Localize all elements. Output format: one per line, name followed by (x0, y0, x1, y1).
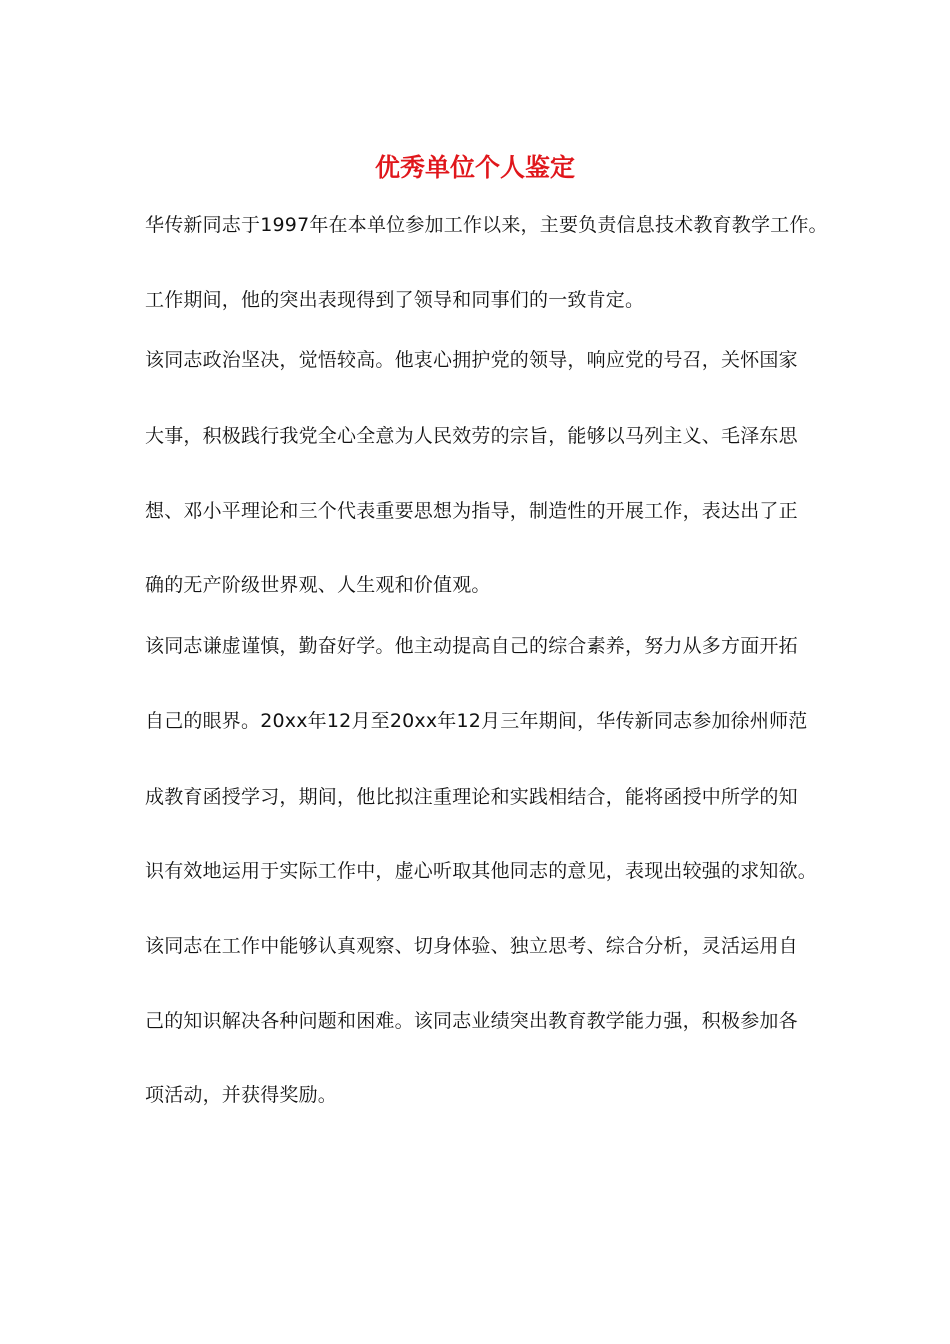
paragraph-line: 该同志在工作中能够认真观察、切身体验、独立思考、综合分析，灵活运用自 (145, 935, 798, 957)
paragraph-line: 想、邓小平理论和三个代表重要思想为指导，制造性的开展工作，表达出了正 (145, 500, 798, 522)
paragraph-line: 该同志谦虚谨慎，勤奋好学。他主动提高自己的综合素养，努力从多方面开拓 (145, 635, 798, 657)
paragraph-line: 该同志政治坚决，觉悟较高。他衷心拥护党的领导，响应党的号召，关怀国家 (145, 349, 798, 371)
paragraph-line: 识有效地运用于实际工作中，虚心听取其他同志的意见，表现出较强的求知欲。 (145, 860, 818, 882)
paragraph-line: 大事，积极践行我党全心全意为人民效劳的宗旨，能够以马列主义、毛泽东思 (145, 425, 798, 447)
paragraph-line: 自己的眼界。20xx年12月至20xx年12月三年期间，华传新同志参加徐州师范 (145, 710, 808, 732)
document-title: 优秀单位个人鉴定 (374, 153, 575, 182)
paragraph-line: 华传新同志于1997年在本单位参加工作以来，主要负责信息技术教育教学工作。 (145, 214, 828, 236)
paragraph-line: 确的无产阶级世界观、人生观和价值观。 (145, 574, 491, 596)
paragraph-line: 工作期间，他的突出表现得到了领导和同事们的一致肯定。 (145, 289, 645, 311)
paragraph-line: 项活动，并获得奖励。 (145, 1084, 338, 1106)
paragraph-line: 成教育函授学习，期间，他比拟注重理论和实践相结合，能将函授中所学的知 (145, 786, 798, 808)
paragraph-line: 己的知识解决各种问题和困难。该同志业绩突出教育教学能力强，积极参加各 (145, 1010, 798, 1032)
